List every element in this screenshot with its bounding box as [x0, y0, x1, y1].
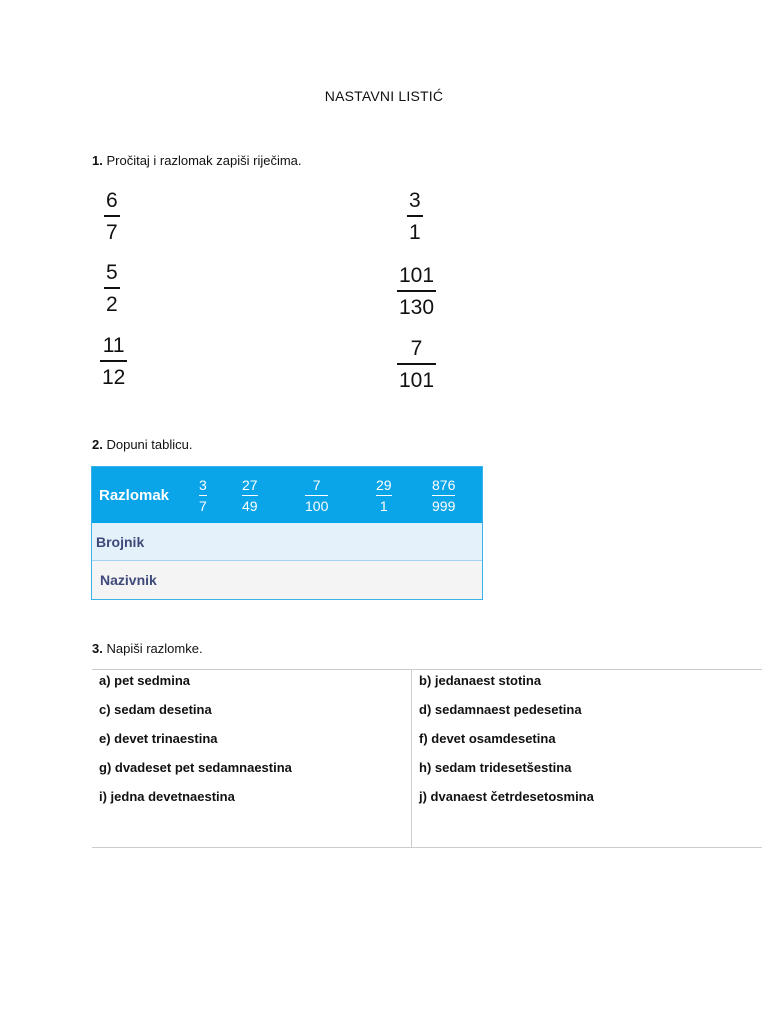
task-3-number: 3.	[92, 641, 103, 656]
fraction-bar	[397, 363, 436, 365]
task-2-number: 2.	[92, 437, 103, 452]
fraction-3-1	[407, 190, 423, 243]
row-label-nazivnik: Nazivnik	[100, 572, 157, 588]
header-fraction-1	[199, 478, 207, 513]
task-1-number: 1.	[92, 153, 103, 168]
list-item-i: i) jedna devetnaestina	[99, 789, 235, 804]
numerator: 6	[106, 189, 118, 212]
task-1-text: Pročitaj i razlomak zapiši riječima.	[106, 153, 302, 168]
fraction-bar	[432, 495, 455, 496]
page-title: NASTAVNI LISTIĆ	[324, 88, 444, 104]
fraction-bar	[104, 287, 120, 289]
denominator: 1	[409, 220, 421, 244]
denominator: 49	[242, 498, 258, 514]
task-3-instruction	[92, 641, 203, 656]
denominator: 100	[305, 498, 329, 514]
fraction-bar	[305, 495, 328, 496]
fraction-bar	[104, 215, 120, 217]
table-row-nazivnik	[92, 561, 482, 599]
denominator: 130	[399, 295, 435, 319]
denominator: 101	[399, 368, 435, 392]
list-item-c: c) sedam desetina	[99, 702, 212, 717]
list-item-f: f) devet osamdesetina	[419, 731, 556, 746]
list-item-j: j) dvanaest četrdesetosmina	[419, 789, 594, 804]
numerator: 27	[242, 477, 258, 493]
fraction-7-101	[397, 338, 436, 391]
numerator: 3	[409, 189, 421, 212]
denominator: 999	[432, 498, 456, 514]
fraction-bar	[407, 215, 423, 217]
task-1-instruction	[92, 153, 302, 168]
column-divider	[411, 670, 412, 847]
header-label-razlomak: Razlomak	[99, 487, 170, 504]
list-item-d: d) sedamnaest pedesetina	[419, 702, 582, 717]
fraction-bar	[242, 495, 258, 496]
numerator: 101	[399, 264, 435, 287]
header-fraction-5	[432, 478, 455, 513]
fraction-11-12	[100, 335, 127, 388]
table-header-row	[92, 467, 482, 523]
table-row-brojnik	[92, 523, 482, 561]
fraction-5-2	[104, 262, 120, 315]
numerator: 3	[199, 477, 207, 493]
row-label-brojnik: Brojnik	[96, 534, 145, 550]
exercise-table	[92, 669, 762, 848]
header-fraction-4	[376, 478, 392, 513]
fraction-table	[91, 466, 483, 600]
denominator: 1	[379, 498, 388, 514]
fraction-bar	[100, 360, 127, 362]
list-item-b: b) jedanaest stotina	[419, 673, 542, 688]
fraction-bar	[199, 495, 207, 496]
fraction-bar	[397, 290, 436, 292]
numerator: 11	[102, 334, 125, 357]
denominator: 2	[106, 292, 118, 316]
denominator: 7	[106, 220, 118, 244]
list-item-e: e) devet trinaestina	[99, 731, 218, 746]
list-item-g: g) dvadeset pet sedamnaestina	[99, 760, 292, 775]
numerator: 29	[376, 477, 392, 493]
fraction-bar	[376, 495, 392, 496]
numerator: 7	[410, 337, 423, 360]
header-fraction-2	[242, 478, 258, 513]
fraction-101-130	[397, 265, 436, 318]
numerator: 7	[312, 477, 321, 493]
task-2-instruction	[92, 437, 192, 452]
denominator: 7	[199, 498, 207, 514]
task-3-text: Napiši razlomke.	[106, 641, 203, 656]
header-fraction-3	[305, 478, 328, 513]
numerator: 5	[106, 261, 118, 284]
denominator: 12	[102, 365, 126, 389]
list-item-a: a) pet sedmina	[99, 673, 191, 688]
fraction-6-7	[104, 190, 120, 243]
numerator: 876	[432, 477, 456, 493]
list-item-h: h) sedam tridesetšestina	[419, 760, 572, 775]
task-2-text: Dopuni tablicu.	[106, 437, 193, 452]
